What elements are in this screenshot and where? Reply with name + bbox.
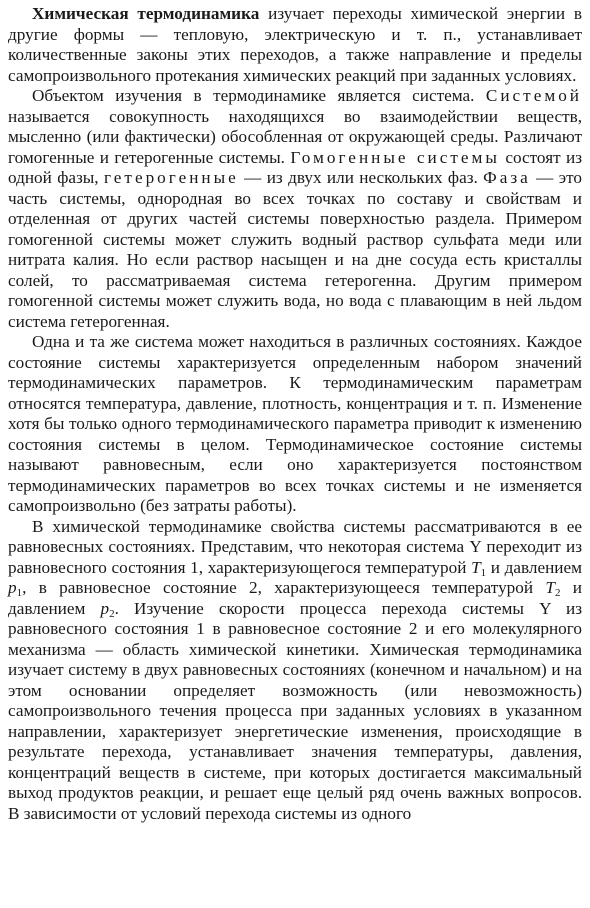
variable-temperature: T	[471, 557, 481, 577]
paragraph-text: . Изучение скорости процесса перехода системы Y из равновесного состояния 1 в равновесное состояние 2 и его молекулярного механизма — область химической кинетики. Химическая термодинамика изучает систему в двух равновесных состояниях (конечном и начальном) и на этом основании определяет возможность (или невозможность) самопроизвольного течения процесса при заданных условиях в указанном направлении, характеризует энергетические изменения, происходящие в результате перехода, устанавливает значения температуры, давления, концентраций веществ в системе, при которых достигается максимальный выход продуктов реакции, и решает еще целый ряд очень важных вопросов. В зависимости от условий перехода системы из одного	[8, 598, 582, 823]
paragraph-text: и давлением	[8, 578, 582, 618]
variable-pressure: p	[100, 598, 110, 618]
term-system: Системой	[485, 86, 582, 105]
term-chemical-thermodynamics: Химическая термодинамика	[32, 4, 260, 23]
paragraph-text: называется совокупность находящихся во взаимодействии веществ, мысленно (или фактически) обособленная от окружающей среды. Различают гомогенные и гетерогенные системы.	[8, 106, 582, 167]
variable-temperature: T	[545, 578, 555, 597]
variable-pressure: p	[8, 578, 17, 597]
paragraph-text: и давлением	[486, 557, 582, 577]
paragraph-text: изучает переходы химической энергии в другие формы — тепловую, электрическую и т. п., устанавливает количественные законы этих переходов, а также направление и пределы самопроизвольного протекания химических реакций при заданных условиях.	[8, 4, 582, 85]
subscript-index: 2	[109, 607, 115, 620]
paragraph-system-definition	[8, 86, 582, 332]
subscript-index: 1	[16, 587, 23, 599]
paragraph-text: — это часть системы, однородная во всех точках по составу и свойствам и отделенная от других частей системы поверхностью раздела. Примером гомогенной системы может служить водный раствор сульфата меди или нитрата калия. Но если раствор насыщен и на дне сосуда есть кристаллы солей, то рассматриваемая система гетерогенна. Другим примером гомогенной системы может служить вода, но вода с плавающим в ней льдом система гетерогенная.	[8, 168, 582, 331]
term-heterogeneous: гетерогенные	[103, 168, 239, 187]
subscript-index: 1	[480, 566, 487, 579]
paragraph-system-states	[8, 332, 582, 517]
paragraph-equilibrium-states	[8, 517, 582, 825]
paragraph-text: состоят из одной фазы,	[8, 147, 582, 187]
term-homogeneous-systems: Гомогенные системы	[290, 147, 500, 167]
paragraph-text: — из двух или нескольких фаз.	[238, 168, 484, 187]
paragraph-text: , в равновесное состояние 2, характеризующееся температурой	[22, 578, 546, 597]
paragraph-text: Объектом изучения в термодинамике является система.	[32, 86, 486, 105]
term-phase: Фаза	[483, 168, 531, 187]
paragraph-text: В химической термодинамике свойства системы рассматриваются в ее равновесных состояниях. Представим, что некоторая система Y переходит из равновесного состояния 1, характеризующегося температурой	[8, 516, 582, 577]
paragraph-text: Одна и та же система может находиться в различных состояниях. Каждое состояние системы характеризуется определенным набором значений термодинамических параметров. К термодинамическим параметрам относятся температура, давление, плотность, концентрация и т. п. Изменение хотя бы только одного термодинамического параметра приводит к изменению состояния системы в целом. Термодинамическое состояние системы называют равновесным, если оно характеризуется постоянством термодинамических параметров во всех точках системы и не изменяется самопроизвольно (без затраты работы).	[8, 332, 582, 515]
paragraph-chemical-thermodynamics	[8, 4, 582, 86]
subscript-index: 2	[554, 587, 561, 599]
